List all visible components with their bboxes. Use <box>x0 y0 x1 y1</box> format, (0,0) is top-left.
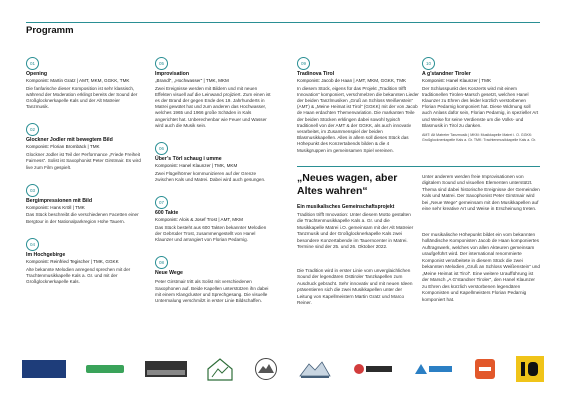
item-title: Opening <box>26 71 48 77</box>
article-separator <box>297 166 540 167</box>
item-text: Peter Girstmair tritt als Solist mit verschiedenen Saxophonen auf. Beide Kapellen unterstützen ihn dabei mit einem Klangcluster und Sprechgesang. Die visuelle Untermalung verschmilzt in erster Linie Bildschaffen. <box>155 279 269 303</box>
item-composer: Komponist: Reinfried Tegischer | TMK, GGKK <box>26 258 119 264</box>
item-title: Bergimpressionen mit Bild <box>26 197 93 204</box>
sponsor-logo-kalser-haus <box>207 358 233 380</box>
program-item-2 <box>26 118 144 170</box>
item-number: 02 <box>26 123 39 136</box>
item-number: 06 <box>155 142 168 155</box>
item-title: Über’s Törl schaug i umme <box>155 156 222 163</box>
program-item-1 <box>26 52 144 110</box>
item-title: Im Hochgebirge <box>26 251 66 258</box>
sponsor-logo-greenprint <box>86 358 124 380</box>
program-item-7 <box>155 191 273 243</box>
item-title: Neue Wege <box>155 270 183 277</box>
sponsor-logo-tschojer <box>413 358 453 380</box>
column-3 <box>297 52 419 162</box>
item-text: Alte bekannte Melodien anregend sprechen mit der Trachtenmusikkapelle Kals a. Gr. und mit der Großglocknerkapelle Kals. <box>26 266 131 284</box>
sponsor-logo-wimber <box>353 358 393 380</box>
abbreviation-legend: AMT: Alt Matreier Tanzmusik | MKM: Musikkapelle Matrei i. O. GGKK: Großglocknerkapelle Kals a. Gr. TMK: Trachtenmusikkapelle Kals a. Gr. <box>422 133 536 142</box>
item-title: A g’standner Tiroler <box>422 71 471 77</box>
item-composer: Komponist: Martin Gratz | AMT, MKM, GGKK, TMK <box>26 77 130 83</box>
article-subheading: Ein musikalisches Gemeinschaftsprojekt <box>297 204 395 210</box>
column-2 <box>155 52 273 312</box>
item-text: Das Stück beschreibt die verschiedenen Facetten einer Bergtour in der Nationalparkregion Hohe Tauern. <box>26 212 139 224</box>
article-paragraph-4: Der musikalische Höhepunkt bildet ein vom bekannten holländische Komponisten Jacob de Haan komponiertes Auftragswerk, welches von allen Akteuren gemeinsam uraufgeführt wird. Der international renommierte Komponist verarbeitete in diesem Stück die zwei bekannten Melodien „Gruß an Schloss Weißenstein“ und „Meine Heimat ist Tirol“. Eine weitere Uraufführung ist der Marsch „A G’standner Tiroler“, den Hanel Klaunzer zu Ehren des kürzlich verstorbenen legendären Komponisten und Kapellmeisters Florian Pedarnig komponiert hat. <box>422 232 540 302</box>
item-title: Tradinova Tirol <box>297 71 335 77</box>
sponsor-logo-haustechnik-egger <box>145 358 187 380</box>
item-composer: Komponist: Florian Brombäck | TMK <box>26 144 100 150</box>
item-title: Glockner Jodler mit bewegtem Bild <box>26 137 113 144</box>
program-item-8 <box>155 251 273 304</box>
item-number: 08 <box>155 256 168 269</box>
page-title: Programm <box>26 25 74 36</box>
sponsor-logos <box>22 352 544 386</box>
item-text: Der Schlusspunkt des Konzerts wird mit einem traditionellen Tirolen-Marsch gesetzt, welchen Hanel Klaunzer zu Ehren des leider kürzlich verstorbenen Florian Pedarnig komponiert hat. Diese Widmung soll auch Anlass dafür sein, Florian Pedarnig, in spezieller Art und Weise für seine Verdienste um die Volks- und Blasmusik in Tirol zu danken. <box>422 85 539 128</box>
item-number: 05 <box>155 57 168 70</box>
item-text: Die fanfarische dieser Komposition ist sehr klassisch, während der Moderation erklingt bereits der Sound der Großglocknerkapelle Kals und der Alt Matreier Tanzmusik. <box>26 85 138 110</box>
item-number: 01 <box>26 57 39 70</box>
header-rule <box>26 22 540 23</box>
program-item-10 <box>422 52 540 142</box>
sponsor-logo-tradition-innovation <box>298 358 332 380</box>
program-item-6 <box>155 137 273 183</box>
item-title: 600 Takte <box>155 210 179 217</box>
item-text: In diesem Stück, eigens für das Projekt „Tradition trifft Innovation“ komponiert, verschmelzen die bekannten Lieder der beiden Tanzlmusiken „Gruß an Schloss Weißenstein“ (AMT) & „Meine Heimat ist Tirol“ (GGKK) mit der von Jacob de Haan erdachten Themenvariation. Die markanten Teile der beiden Stücken erklingen dabei sowohl typisch traditionell von der AMT & der GGKK, als auch innovativ verarbeitet, im Zusammenspiel der beiden Blasmusikkapellen. Alles in allem soll dieses Stück das Höhepunkt des Konzertabends bilden & die 4 Musikgruppen im gemeinsamen Spiel vereinen. <box>297 85 419 153</box>
item-number: 04 <box>26 238 39 251</box>
item-number: 10 <box>422 57 435 70</box>
article-paragraph-1: Tradition trifft Innovation: Unter diesem Motto gestalten die Trachtenmusikkapelle Kals a. Gr. und die Musikkapelle Matrei i.O. gemeinsam mit der Alt Matreier Tanzmusik und der Großglocknerkapelle Kals zwei besondere Konzertabende im Tauerncenter in Matrei. Termine sind der 25. und 26. Oktober 2022. <box>297 212 414 250</box>
sponsor-logo-bstieler <box>22 358 66 380</box>
item-number: 03 <box>26 184 39 197</box>
article-headline: „Neues wagen, aber Altes wahren“ <box>297 172 398 197</box>
program-item-4 <box>26 233 144 285</box>
program-item-5 <box>155 52 273 129</box>
article-paragraph-2: Die Tradition wird in erster Linie vom unverglaichlichen Sound der legendären Osttiroler Tanzkapellen zum Ausdruck gebracht. Sehr innovativ und mit neuen Ideen präsentieren sich die zwei Musikkapellen unter der Leitung von Kapellmeistern Martin Gratz und Marco Reiner. <box>297 268 413 306</box>
item-text: Das Stück besteht aus 600 Takten bekannter Melodien der Gebrüder Trost, zusammengestellt von Hanel Klaunzer und arrangiert von Florian Pedarnig. <box>155 224 267 243</box>
item-composer: Komponist: Hanel Klaunzer | TMK <box>422 77 492 83</box>
sponsor-logo-mountain-badge <box>254 358 278 380</box>
item-composer: Komponist: Hans Kröll | TMK <box>26 204 85 210</box>
item-text: Zwei Ereignisse werden mit Bildern und mit neuen Effekten visuell auf die Leinwand projiziert. Zum einen ist es der Brand der gegen Ende des 19. Jahrhunderts in Matrei gewütet hat und zum anderen das Hochwasser, welches 1965 und 1966 große Schäden in Kals angerichtet hat. Unberechenbar wie Feuer und Wasser wird auch die Musik sein. <box>155 85 271 128</box>
item-number: 09 <box>297 57 310 70</box>
item-composer: Komponist: Hanel Klaunzer | TMK, MKM <box>155 162 238 168</box>
sponsor-logo-e <box>474 358 496 380</box>
program-item-3 <box>26 179 144 225</box>
sponsor-logo-id <box>516 358 544 380</box>
item-text: Zwei Flügelhörner kommunizieren auf der Grenze zwischen Kals und Matrei. Dabei wird auch gesungen. <box>155 170 266 182</box>
column-4 <box>422 52 540 150</box>
item-title: Improvisation <box>155 71 190 77</box>
item-number: 07 <box>155 196 168 209</box>
column-1 <box>26 52 144 293</box>
article-paragraph-3: Unter anderem werden freie Improvisationen von digitalem Sound und visuellen Elementen unterstützt. Thema sind dabei historische Ereignisse der Gemeinden Kals und Matrei. Der Saxophonist Peter Girstmair wird bei „Neue Wege“ gemeinsam mit den Musikkapellen auf eine sehr kreative Art und Weise in Erscheinung treten. <box>422 174 540 212</box>
item-text: Glockner Jodler ist Teil der Performance „Friede Freiheit Fairness“. Solist ist Saxophonist Peter Girstmair. Es wird live zum Film gespielt. <box>26 152 141 170</box>
item-composer: „Brandl“, „Hochwasser“ | TMK, MKM <box>155 77 229 83</box>
item-composer: Komponist: Alois & Josef Trost | AMT, MKM <box>155 217 243 223</box>
program-item-9 <box>297 52 419 154</box>
item-composer: Komponist: Jacob de Haan | AMT, MKM, GGKK, TMK <box>297 77 407 83</box>
